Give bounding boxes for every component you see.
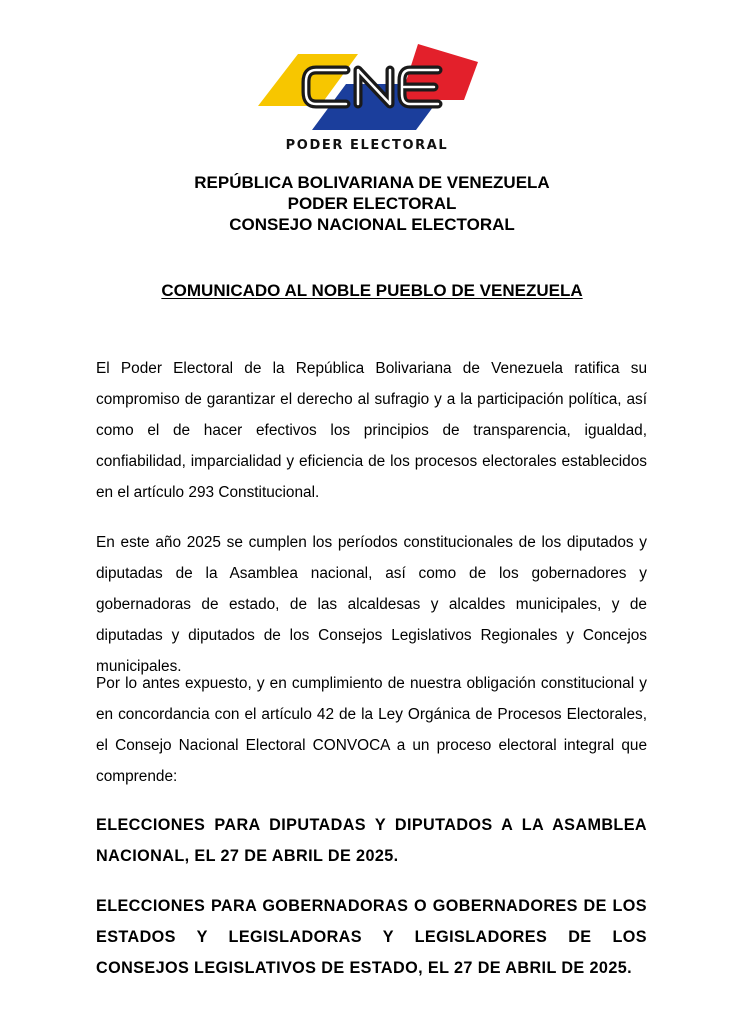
- logo-subtitle: PODER ELECTORAL: [285, 138, 449, 153]
- cne-logo: [250, 40, 482, 156]
- header-line-power: PODER ELECTORAL: [287, 194, 457, 213]
- communique-title: COMUNICADO AL NOBLE PUEBLO DE VENEZUELA: [161, 281, 583, 300]
- paragraph-periods: En este año 2025 se cumplen los períodos constitucionales de los diputados y diputadas de la Asamblea nacional, así como de los gobernadores y gobernadoras de estado, de las alcaldesas y alcaldes municipales, y de diputadas y diputados de los Consejos Legislativos Regionales y Concejos municipales.: [96, 534, 647, 675]
- announcement-national-assembly: ELECCIONES PARA DIPUTADAS Y DIPUTADOS A LA ASAMBLEA NACIONAL, EL 27 DE ABRIL DE 2025.: [96, 816, 647, 865]
- logo-text: CNE: [250, 40, 253, 41]
- announcement-governors: ELECCIONES PARA GOBERNADORAS O GOBERNADORES DE LOS ESTADOS Y LEGISLADORAS Y LEGISLADORES DE LOS CONSEJOS LEGISLATIVOS DE ESTADO, EL 27 DE ABRIL DE 2025.: [96, 897, 647, 977]
- cne-logo-graphic: [250, 40, 482, 140]
- header-line-council: CONSEJO NACIONAL ELECTORAL: [229, 215, 515, 234]
- paragraph-convocation: Por lo antes expuesto, y en cumplimiento de nuestra obligación constitucional y en concordancia con el artículo 42 de la Ley Orgánica de Procesos Electorales, el Consejo Nacional Electoral CONVOCA a un proceso electoral integral que comprende:: [96, 675, 647, 785]
- paragraph-commitment: El Poder Electoral de la República Bolivariana de Venezuela ratifica su compromiso de garantizar el derecho al sufragio y a la participación política, así como el de hacer efectivos los principios de transparencia, igualdad, confiabilidad, imparcialidad y eficiencia de los procesos electorales establecidos en el artículo 293 Constitucional.: [96, 360, 647, 501]
- header-line-republic: REPÚBLICA BOLIVARIANA DE VENEZUELA: [194, 173, 550, 192]
- institution-header: [0, 172, 744, 235]
